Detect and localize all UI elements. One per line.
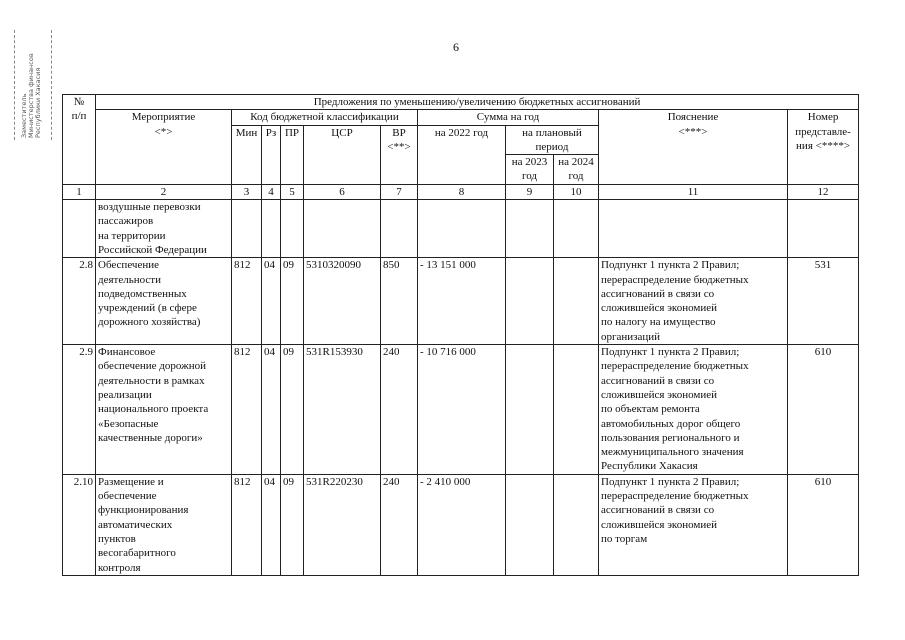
column-number: 4 xyxy=(262,184,281,199)
header-vr: ВР <**> xyxy=(381,125,418,184)
column-number: 9 xyxy=(506,184,554,199)
row-explanation: Подпункт 1 пункта 2 Правил; перераспределение бюджетных ассигнований в связи со сложившейся экономией по налогу на имущество организаций xyxy=(599,258,788,345)
budget-table xyxy=(62,94,859,576)
row-vr: 240 xyxy=(381,345,418,475)
row-measure: Обеспечение деятельности подведомственных учреждений (в сфере дорожного хозяйства) xyxy=(96,258,232,345)
row-min: 812 xyxy=(232,345,262,475)
table-row xyxy=(63,345,859,475)
row-pr: 09 xyxy=(281,474,304,575)
header-pr: ПР xyxy=(281,125,304,184)
header-min: Мин xyxy=(232,125,262,184)
row-sum-2022: - 13 151 000 xyxy=(418,258,506,345)
row-min xyxy=(232,200,262,258)
column-number: 7 xyxy=(381,184,418,199)
row-vr: 850 xyxy=(381,258,418,345)
row-csr xyxy=(304,200,381,258)
column-number: 1 xyxy=(63,184,96,199)
table-row xyxy=(63,200,859,258)
column-number: 11 xyxy=(599,184,788,199)
header-2024: на 2024 год xyxy=(554,155,599,185)
column-number: 8 xyxy=(418,184,506,199)
row-explanation xyxy=(599,200,788,258)
margin-stamp xyxy=(14,30,52,140)
header-row-2 xyxy=(63,110,859,125)
margin-stamp-text: Заместитель Министерства финансов Республики Хакасия xyxy=(20,53,42,138)
row-vr: 240 xyxy=(381,474,418,575)
header-csr: ЦСР xyxy=(304,125,381,184)
row-csr: 531R153930 xyxy=(304,345,381,475)
header-proposals: Предложения по уменьшению/увеличению бюджетных ассигнований xyxy=(96,95,859,110)
row-measure: Финансовое обеспечение дорожной деятельности в рамках реализации национального проекта «Безопасные качественные дороги» xyxy=(96,345,232,475)
row-measure: воздушные перевозки пассажиров на территории Российской Федерации xyxy=(96,200,232,258)
row-sum-2023 xyxy=(506,258,554,345)
header-2023: на 2023 год xyxy=(506,155,554,185)
row-rz: 04 xyxy=(262,345,281,475)
row-sum-2023 xyxy=(506,200,554,258)
header-rz: Рз xyxy=(262,125,281,184)
table-row xyxy=(63,258,859,345)
column-number: 3 xyxy=(232,184,262,199)
page-number: 6 xyxy=(453,40,459,54)
row-sum-2023 xyxy=(506,345,554,475)
row-explanation: Подпункт 1 пункта 2 Правил; перераспределение бюджетных ассигнований в связи со сложившейся экономией по объектам ремонта автомобильных дорог общего пользования регионального и межмуниципального значения Республики Хакасия xyxy=(599,345,788,475)
row-pr: 09 xyxy=(281,258,304,345)
row-min: 812 xyxy=(232,258,262,345)
row-number: 2.9 xyxy=(63,345,96,475)
header-no: № п/п xyxy=(63,95,96,185)
header-rep-number: Номер представле-ния <****> xyxy=(788,110,859,184)
header-explanation: Пояснение <***> xyxy=(599,110,788,184)
row-sum-2024 xyxy=(554,474,599,575)
header-measure: Мероприятие <*> xyxy=(96,110,232,184)
row-number xyxy=(63,200,96,258)
row-measure: Размещение и обеспечение функционирования автоматических пунктов весогабаритного контроля xyxy=(96,474,232,575)
row-rz xyxy=(262,200,281,258)
row-sum-2024 xyxy=(554,200,599,258)
row-explanation: Подпункт 1 пункта 2 Правил; перераспределение бюджетных ассигнований в связи со сложившейся экономией по торгам xyxy=(599,474,788,575)
header-sum: Сумма на год xyxy=(418,110,599,125)
row-rz: 04 xyxy=(262,258,281,345)
row-rz: 04 xyxy=(262,474,281,575)
row-sum-2023 xyxy=(506,474,554,575)
row-sum-2022: - 10 716 000 xyxy=(418,345,506,475)
row-sum-2024 xyxy=(554,258,599,345)
row-sum-2024 xyxy=(554,345,599,475)
row-number: 2.10 xyxy=(63,474,96,575)
header-plan-period: на плановый период xyxy=(506,125,599,155)
row-rep-number xyxy=(788,200,859,258)
row-csr: 5310320090 xyxy=(304,258,381,345)
column-number: 12 xyxy=(788,184,859,199)
column-number: 10 xyxy=(554,184,599,199)
column-number-row xyxy=(63,184,859,199)
header-code: Код бюджетной классификации xyxy=(232,110,418,125)
column-number: 2 xyxy=(96,184,232,199)
row-sum-2022: - 2 410 000 xyxy=(418,474,506,575)
row-pr xyxy=(281,200,304,258)
column-number: 6 xyxy=(304,184,381,199)
row-sum-2022 xyxy=(418,200,506,258)
row-pr: 09 xyxy=(281,345,304,475)
table-row xyxy=(63,474,859,575)
header-2022: на 2022 год xyxy=(418,125,506,184)
row-rep-number: 610 xyxy=(788,345,859,475)
column-number: 5 xyxy=(281,184,304,199)
row-rep-number: 531 xyxy=(788,258,859,345)
row-csr: 531R220230 xyxy=(304,474,381,575)
row-rep-number: 610 xyxy=(788,474,859,575)
row-number: 2.8 xyxy=(63,258,96,345)
row-min: 812 xyxy=(232,474,262,575)
header-row-1 xyxy=(63,95,859,110)
row-vr xyxy=(381,200,418,258)
